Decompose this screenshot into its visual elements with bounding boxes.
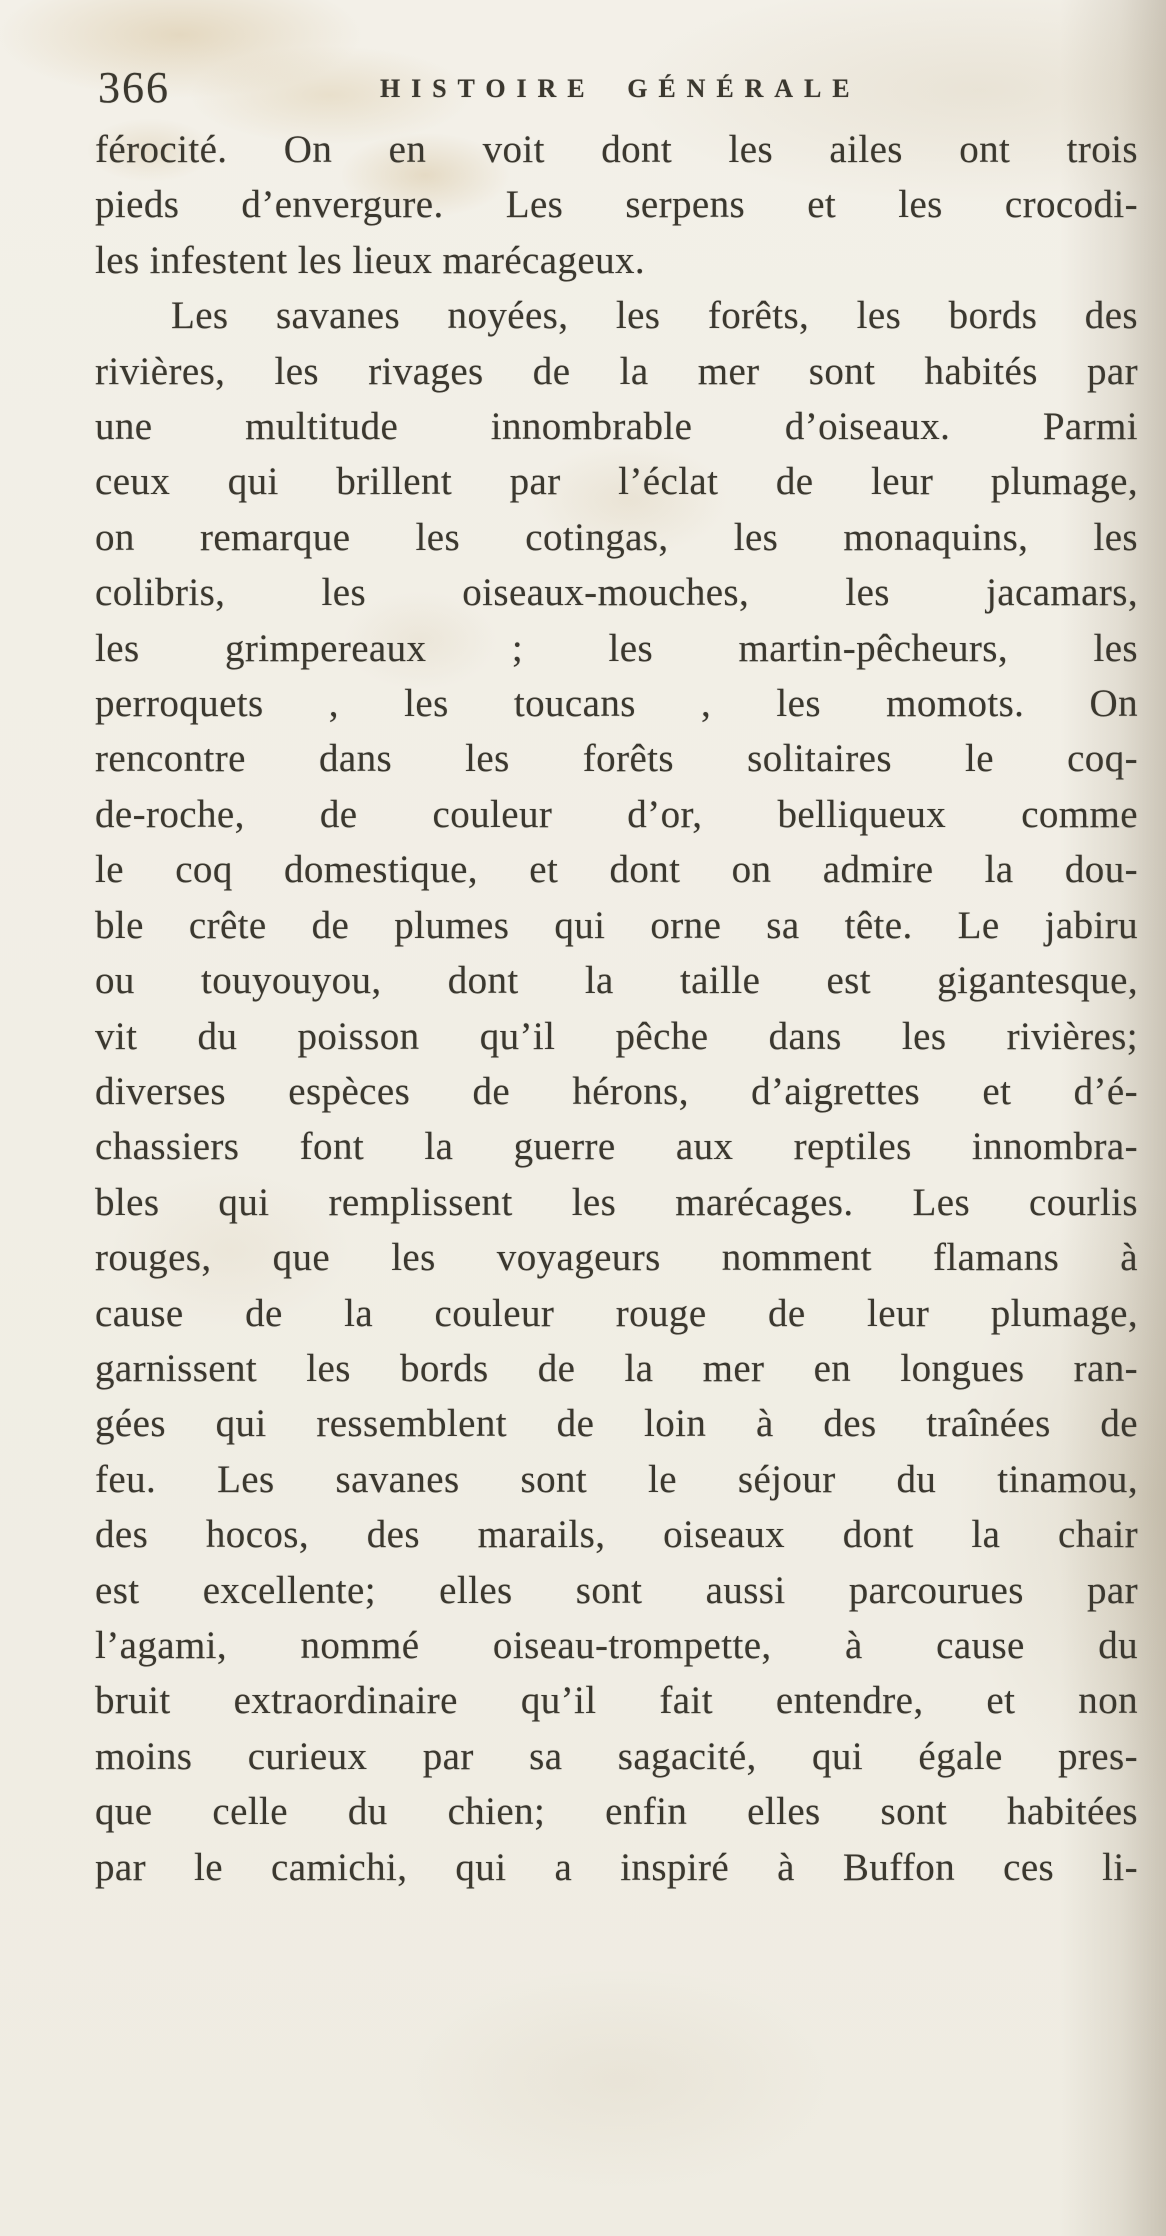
text-line: ceux qui brillent par l’éclat de leur plumage, bbox=[95, 460, 1138, 504]
paragraph bbox=[95, 122, 1138, 288]
text-line: rouges, que les voyageurs nomment flamans à bbox=[95, 1236, 1138, 1280]
text-line: pieds d’envergure. Les serpens et les crocodi- bbox=[95, 183, 1138, 227]
text-line: feu. Les savanes sont le séjour du tinamou, bbox=[95, 1457, 1138, 1501]
running-title: HISTOIRE GÉNÉRALE bbox=[380, 74, 861, 103]
text-line: vit du poisson qu’il pêche dans les rivières; bbox=[95, 1014, 1138, 1058]
text-line: on remarque les cotingas, les monaquins, les bbox=[95, 515, 1138, 559]
text-line: le coq domestique, et dont on admire la dou- bbox=[95, 848, 1138, 892]
text-line: chassiers font la guerre aux reptiles innombra- bbox=[95, 1125, 1138, 1169]
text-line: ble crête de plumes qui orne sa tête. Le jabiru bbox=[95, 903, 1138, 947]
text-line: rencontre dans les forêts solitaires le coq- bbox=[95, 737, 1138, 781]
body-text bbox=[95, 122, 1138, 1895]
text-line: bles qui remplissent les marécages. Les courlis bbox=[95, 1180, 1138, 1224]
text-line: ou touyouyou, dont la taille est gigantesque, bbox=[95, 959, 1138, 1003]
page-header bbox=[0, 60, 1166, 130]
text-line: de-roche, de couleur d’or, belliqueux comme bbox=[95, 792, 1138, 836]
page-number: 366 bbox=[98, 63, 170, 112]
text-line: cause de la couleur rouge de leur plumage, bbox=[95, 1291, 1138, 1335]
text-line: les infestent les lieux marécageux. bbox=[95, 238, 646, 282]
text-line: bruit extraordinaire qu’il fait entendre, et non bbox=[95, 1679, 1138, 1723]
text-line: diverses espèces de hérons, d’aigrettes et d’é- bbox=[95, 1069, 1138, 1113]
text-line: colibris, les oiseaux-mouches, les jacamars, bbox=[95, 571, 1138, 615]
text-line: l’agami, nommé oiseau-trompette, à cause du bbox=[95, 1623, 1138, 1667]
text-line: des hocos, des marails, oiseaux dont la chair bbox=[95, 1513, 1138, 1557]
text-line: gées qui ressemblent de loin à des traînées de bbox=[95, 1402, 1138, 1446]
text-line: Les savanes noyées, les forêts, les bords des bbox=[171, 294, 1138, 338]
text-line: rivières, les rivages de la mer sont habités par bbox=[95, 349, 1138, 393]
text-line: une multitude innombrable d’oiseaux. Parmi bbox=[95, 405, 1138, 449]
text-line: que celle du chien; enfin elles sont habitées bbox=[95, 1790, 1138, 1834]
paragraph bbox=[95, 288, 1138, 1895]
text-line: perroquets , les toucans , les momots. On bbox=[95, 682, 1138, 726]
text-line: férocité. On en voit dont les ailes ont trois bbox=[95, 128, 1138, 171]
text-line: est excellente; elles sont aussi parcourues par bbox=[95, 1568, 1138, 1612]
text-line: les grimpereaux ; les martin-pêcheurs, les bbox=[95, 626, 1138, 670]
text-line: par le camichi, qui a inspiré à Buffon ces li- bbox=[95, 1845, 1138, 1889]
text-line: moins curieux par sa sagacité, qui égale pres- bbox=[95, 1734, 1138, 1778]
text-line: garnissent les bords de la mer en longues ran- bbox=[95, 1346, 1138, 1390]
